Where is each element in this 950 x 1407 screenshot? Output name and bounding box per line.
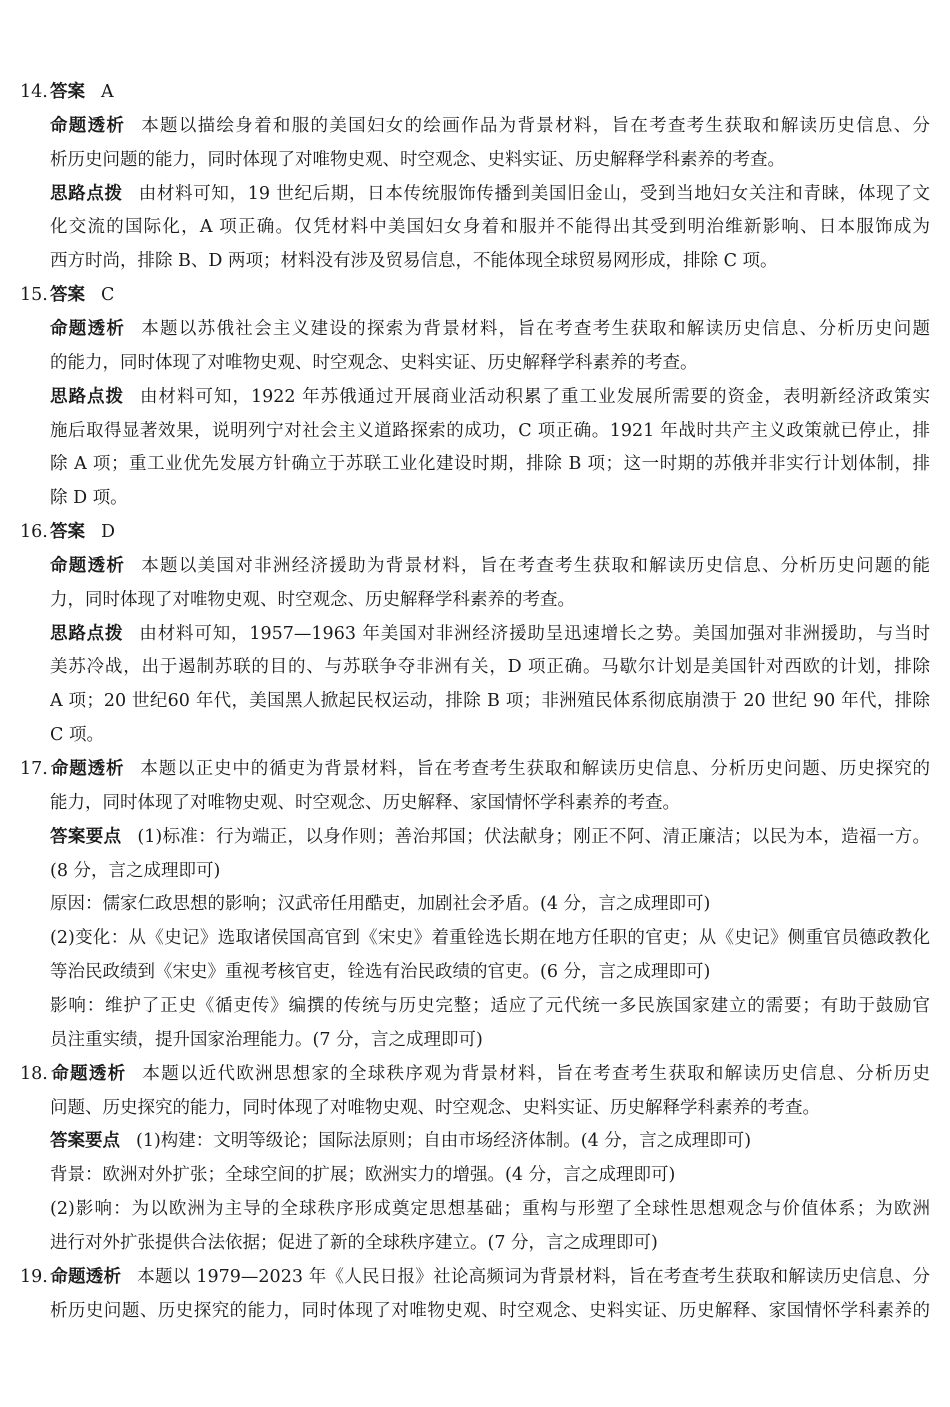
- section-label: 命题透析: [50, 115, 126, 136]
- text-line: [50, 181, 930, 207]
- text-line: [20, 519, 930, 545]
- line-text: (1)标准：行为端正，以身作则；善治邦国；伏法献身；刚正不阿、清正廉洁；以民为本，造福一方。: [137, 826, 930, 847]
- line-text: 本题以正史中的循吏为背景材料，旨在考查考生获取和解读历史信息、分析历史问题、历史探究的: [140, 759, 930, 779]
- line-text: C 项。: [50, 725, 104, 746]
- line-text: 力，同时体现了对唯物史观、时空观念、历史解释学科素养的考查。: [50, 589, 575, 610]
- text-line: [50, 824, 930, 850]
- text-line: [50, 790, 930, 816]
- line-text: (2)影响：为以欧洲为主导的全球秩序形成奠定思想基础；重构与形塑了全球性思想观念与价值体系；为欧洲: [50, 1199, 930, 1220]
- text-line: [50, 1230, 930, 1256]
- line-text: 本题以描绘身着和服的美国妇女的绘画作品为背景材料，旨在考查考生获取和解读历史信息、分: [141, 115, 930, 136]
- text-line: [50, 587, 930, 613]
- line-text: 美苏冷战，出于遏制苏联的目的、与苏联争夺非洲有关，D 项正确。马歇尔计划是美国针对西欧的计划，排除: [50, 657, 930, 678]
- text-line: [50, 451, 930, 477]
- section-label: 答案: [50, 285, 85, 306]
- line-text: 本题以近代欧洲思想家的全球秩序观为背景材料，旨在考查考生获取和解读历史信息、分析历史: [142, 1063, 930, 1084]
- line-text: 施后取得显著效果，说明列宁对社会主义道路探索的成功，C 项正确。1921 年战时共产主义政策就已停止，排: [50, 420, 930, 441]
- section-label: 命题透析: [50, 555, 126, 576]
- section-label: 命题透析: [50, 759, 125, 779]
- text-line: [20, 282, 930, 308]
- text-line: [50, 147, 930, 173]
- line-text: 员注重实绩，提升国家治理能力。(7 分，言之成理即可): [50, 1029, 483, 1050]
- question-number: 16.: [20, 522, 48, 543]
- section-label: 答案: [50, 522, 85, 543]
- line-text: (1)构建：文明等级论；国际法原则；自由市场经济体制。(4 分，言之成理即可): [136, 1131, 752, 1152]
- text-line: [50, 1128, 930, 1154]
- text-line: [20, 756, 930, 782]
- section-label: 答案要点: [50, 1131, 120, 1152]
- section-label: 思路点拨: [50, 183, 123, 204]
- text-line: [50, 418, 930, 444]
- text-line: [50, 621, 930, 647]
- text-line: [50, 384, 930, 410]
- line-text: 析历史问题的能力，同时体现了对唯物史观、时空观念、史料实证、历史解释学科素养的考查。: [50, 149, 785, 170]
- line-text: 问题、历史探究的能力，同时体现了对唯物史观、时空观念、史料实证、历史解释学科素养的考查。: [50, 1097, 820, 1118]
- line-text: 等治民政绩到《宋史》重视考核官吏，铨选有治民政绩的官吏。(6 分，言之成理即可): [50, 962, 711, 983]
- line-text: 由材料可知，1957—1963 年美国对非洲经济援助呈迅速增长之势。美国加强对非洲援助，与当时: [139, 623, 930, 644]
- text-line: [50, 1027, 930, 1053]
- line-text: (8 分，言之成理即可): [50, 860, 221, 881]
- text-line: [20, 1264, 930, 1290]
- line-text: A: [101, 82, 114, 102]
- section-label: 思路点拨: [50, 623, 124, 644]
- text-line: [50, 1196, 930, 1222]
- line-text: 西方时尚，排除 B、D 两项；材料没有涉及贸易信息，不能体现全球贸易网形成，排除 C 项。: [50, 251, 778, 272]
- question-number: 15.: [20, 285, 48, 306]
- text-line: [50, 891, 930, 917]
- line-text: 进行对外扩张提供合法依据；促进了新的全球秩序建立。(7 分，言之成理即可): [50, 1232, 658, 1253]
- line-text: 由材料可知，19 世纪后期，日本传统服饰传播到美国旧金山，受到当地妇女关注和青睐，体现了文: [138, 183, 930, 204]
- question-number: 19.: [20, 1266, 48, 1287]
- text-line: [50, 1095, 930, 1121]
- line-text: C: [101, 285, 115, 306]
- question-number: 14.: [20, 82, 48, 102]
- text-line: [50, 248, 930, 274]
- text-line: [50, 993, 930, 1019]
- line-text: 本题以美国对非洲经济援助为背景材料，旨在考查考生获取和解读历史信息、分析历史问题的能: [141, 555, 930, 576]
- line-text: 化交流的国际化，A 项正确。仅凭材料中美国妇女身着和服并不能得出其受到明治维新影响、日本服饰成为: [50, 217, 930, 238]
- text-line: [50, 722, 930, 748]
- question-number: 17.: [20, 759, 48, 779]
- section-label: 命题透析: [50, 1063, 127, 1084]
- section-label: 思路点拨: [50, 386, 124, 407]
- text-line: [50, 485, 930, 511]
- section-label: 命题透析: [50, 318, 126, 339]
- text-line: [50, 654, 930, 680]
- line-text: 影响：维护了正史《循吏传》编撰的传统与历史完整；适应了元代统一多民族国家建立的需要；有助于鼓励官: [50, 995, 930, 1016]
- text-line: [50, 858, 930, 884]
- line-text: 本题以苏俄社会主义建设的探索为背景材料，旨在考查考生获取和解读历史信息、分析历史问题: [141, 318, 930, 339]
- line-text: 析历史问题、历史探究的能力，同时体现了对唯物史观、时空观念、史料实证、历史解释、家国情怀学科素养的: [50, 1300, 930, 1321]
- line-text: 背景：欧洲对外扩张；全球空间的扩展；欧洲实力的增强。(4 分，言之成理即可): [50, 1165, 676, 1186]
- text-line: [20, 1061, 930, 1087]
- text-line: [50, 350, 930, 376]
- line-text: 由材料可知，1922 年苏俄通过开展商业活动积累了重工业发展所需要的资金，表明新经济政策实: [140, 386, 930, 407]
- line-text: 的能力，同时体现了对唯物史观、时空观念、史料实证、历史解释学科素养的考查。: [50, 352, 698, 373]
- question-number: 18.: [20, 1063, 48, 1084]
- line-text: 除 D 项。: [50, 488, 128, 509]
- text-line: [20, 79, 930, 105]
- line-text: 能力，同时体现了对唯物史观、时空观念、历史解释、家国情怀学科素养的考查。: [50, 792, 680, 813]
- line-text: 本题以 1979—2023 年《人民日报》社论高频词为背景材料，旨在考查考生获取和解读历史信息、分: [137, 1266, 930, 1287]
- text-line: [50, 553, 930, 579]
- text-line: [50, 113, 930, 139]
- line-text: 原因：儒家仁政思想的影响；汉武帝任用酷吏，加剧社会矛盾。(4 分，言之成理即可): [50, 894, 711, 915]
- line-text: A 项；20 世纪60 年代，美国黑人掀起民权运动，排除 B 项；非洲殖民体系彻底崩溃于 20 世纪 90 年代，排除: [50, 691, 930, 712]
- section-label: 答案要点: [50, 826, 122, 847]
- text-line: [50, 925, 930, 951]
- line-text: D: [101, 522, 116, 543]
- text-line: [50, 316, 930, 342]
- text-line: [50, 688, 930, 714]
- text-line: [50, 1298, 930, 1324]
- line-text: (2)变化：从《史记》选取诸侯国高官到《宋史》着重铨选长期在地方任职的官吏；从《史记》侧重官员德政教化: [50, 928, 930, 949]
- section-label: 命题透析: [50, 1266, 122, 1287]
- text-line: [50, 959, 930, 985]
- section-label: 答案: [50, 82, 85, 102]
- text-line: [50, 214, 930, 240]
- text-line: [50, 1162, 930, 1188]
- line-text: 除 A 项；重工业优先发展方针确立于苏联工业化建设时期，排除 B 项；这一时期的苏俄并非实行计划体制，排: [50, 454, 930, 475]
